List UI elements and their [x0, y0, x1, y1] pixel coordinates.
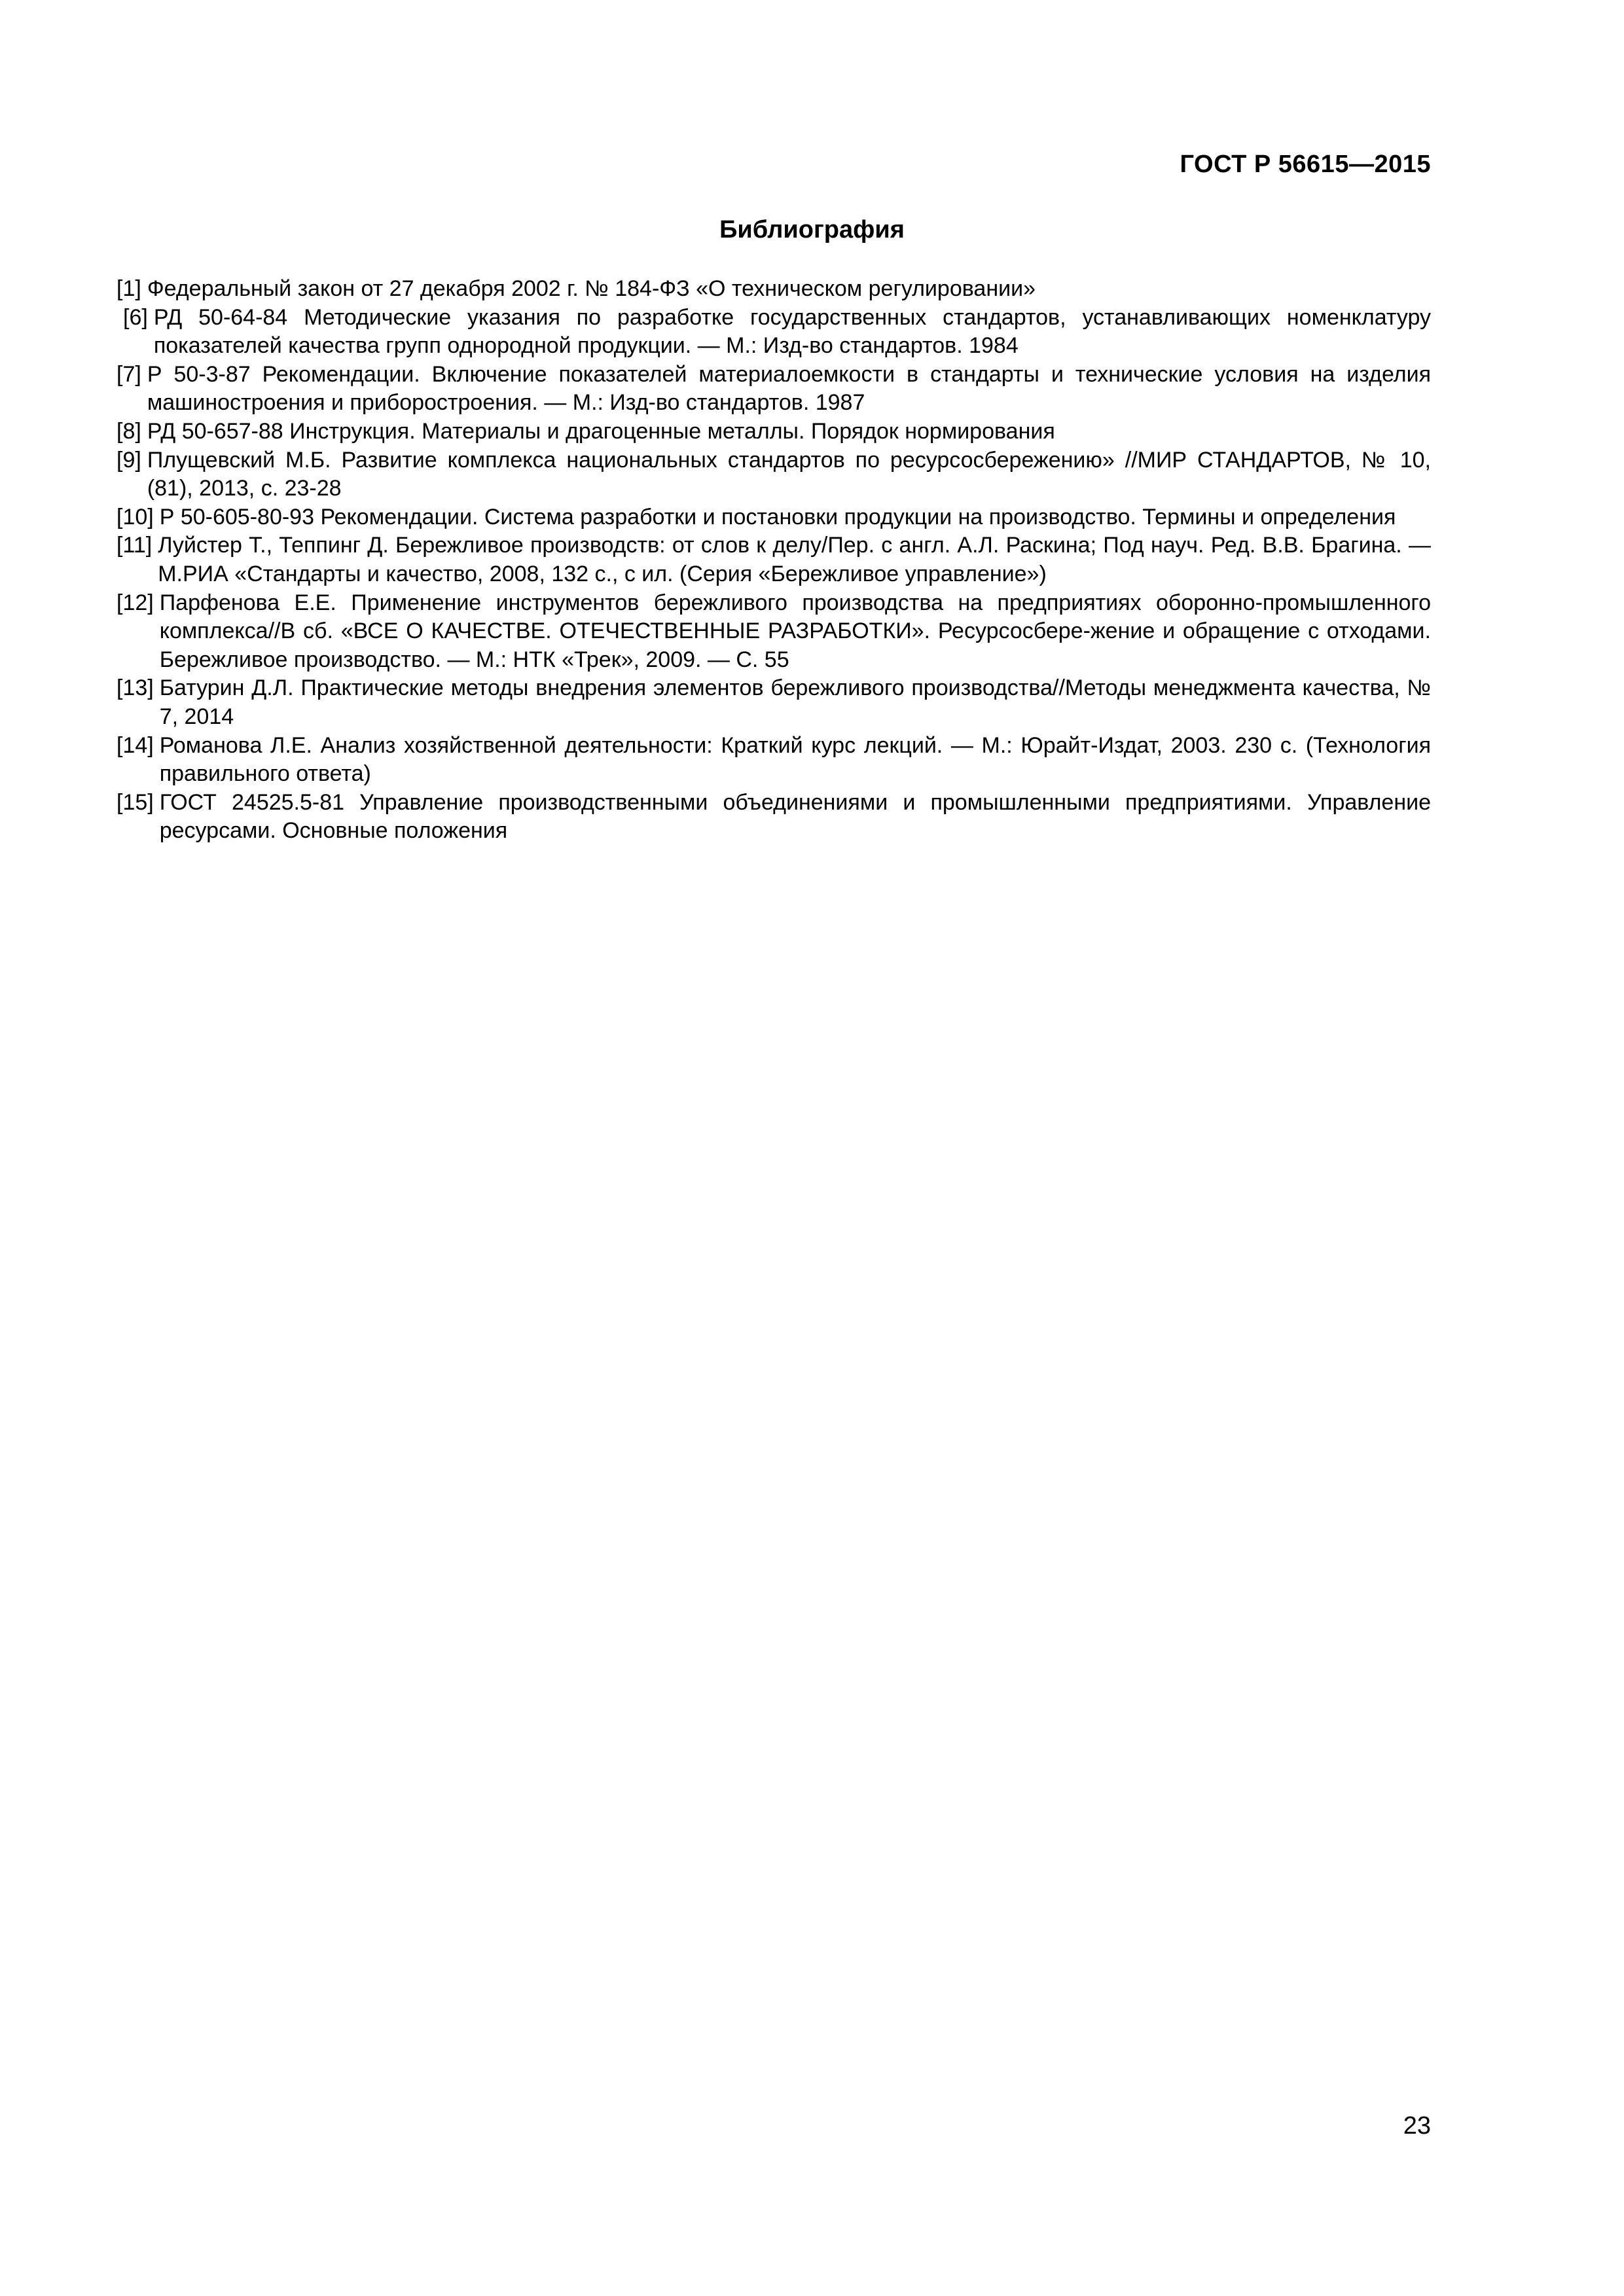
bibliography-entry [117, 361, 1431, 418]
entry-text: Р 50-605-80-93 Рекомендации. Система разработки и постановки продукции на производство. Термины и определения [159, 504, 1396, 529]
entry-number: [7] [117, 361, 141, 387]
entry-text: Плущевский М.Б. Развитие комплекса национальных стандартов по ресурсосбережению» //МИР СТАНДАРТОВ, № 10, (81), 2013, с. 23-28 [147, 447, 1431, 501]
entry-text: РД 50-64-84 Методические указания по разработке государственных стандартов, устанавливающих номенклатуру показателей качества групп однородной продукции. — М.: Изд-во стандартов. 1984 [153, 304, 1431, 359]
document-header: ГОСТ Р 56615—2015 [1180, 151, 1431, 178]
entry-number: [8] [117, 418, 141, 444]
entry-text: Батурин Д.Л. Практические методы внедрения элементов бережливого производства//Методы менеджмента качества, № 7, 2014 [159, 675, 1431, 729]
bibliography-entry [117, 531, 1431, 588]
entry-number: [10] [117, 504, 154, 529]
entry-number: [13] [117, 675, 154, 701]
entry-number: [11] [117, 533, 153, 558]
bibliography-entry [117, 418, 1431, 446]
entry-text: РД 50-657-88 Инструкция. Материалы и драгоценные металлы. Порядок нормирования [147, 418, 1055, 444]
bibliography-entry [117, 304, 1431, 361]
bibliography-entry [117, 789, 1431, 846]
page-number: 23 [1403, 2112, 1431, 2140]
bibliography-list [117, 275, 1431, 846]
entry-number: [1] [117, 276, 141, 301]
entry-text: ГОСТ 24525.5-81 Управление производственными объединениями и промышленными предприятиями. Управление ресурсами. Основные положения [159, 789, 1431, 844]
bibliography-entry [117, 275, 1431, 304]
entry-number: [15] [117, 789, 154, 815]
entry-number: [6] [123, 304, 148, 330]
bibliography-entry [117, 503, 1431, 532]
entry-number: [9] [117, 447, 141, 473]
entry-text: Р 50-3-87 Рекомендации. Включение показателей материалоемкости в стандарты и технические условия на изделия машиностроения и приборостроения. — М.: Изд-во стандартов. 1987 [147, 361, 1431, 416]
bibliography-entry [117, 732, 1431, 789]
entry-text: Парфенова Е.Е. Применение инструментов бережливого производства на предприятиях оборонно-промышленного комплекса//В сб. «ВСЕ О КАЧЕСТВЕ. ОТЕЧЕСТВЕННЫЕ РАЗРАБОТКИ». Ресурсосбере-жение и обращение с отходами. Бережливое производство. — М.: НТК «Трек», 2009. — С. 55 [159, 590, 1431, 672]
bibliography-entry [117, 589, 1431, 675]
entry-number: [12] [117, 590, 154, 615]
entry-number: [14] [117, 732, 154, 758]
entry-text: Романова Л.Е. Анализ хозяйственной деятельности: Краткий курс лекций. — М.: Юрайт-Издат, 2003. 230 с. (Технология правильного ответа) [159, 732, 1431, 787]
bibliography-entry [117, 674, 1431, 731]
entry-text: Луйстер Т., Теппинг Д. Бережливое производств: от слов к делу/Пер. с англ. А.Л. Раскина; Под науч. Ред. В.В. Брагина. — М.РИА «Стандарты и качество, 2008, 132 с., с ил. (Серия «Бережливое управление») [158, 533, 1431, 586]
bibliography-entry [117, 446, 1431, 503]
entry-text: Федеральный закон от 27 декабря 2002 г. № 184-ФЗ «О техническом регулировании» [147, 276, 1036, 301]
bibliography-title: Библиография [719, 216, 905, 243]
